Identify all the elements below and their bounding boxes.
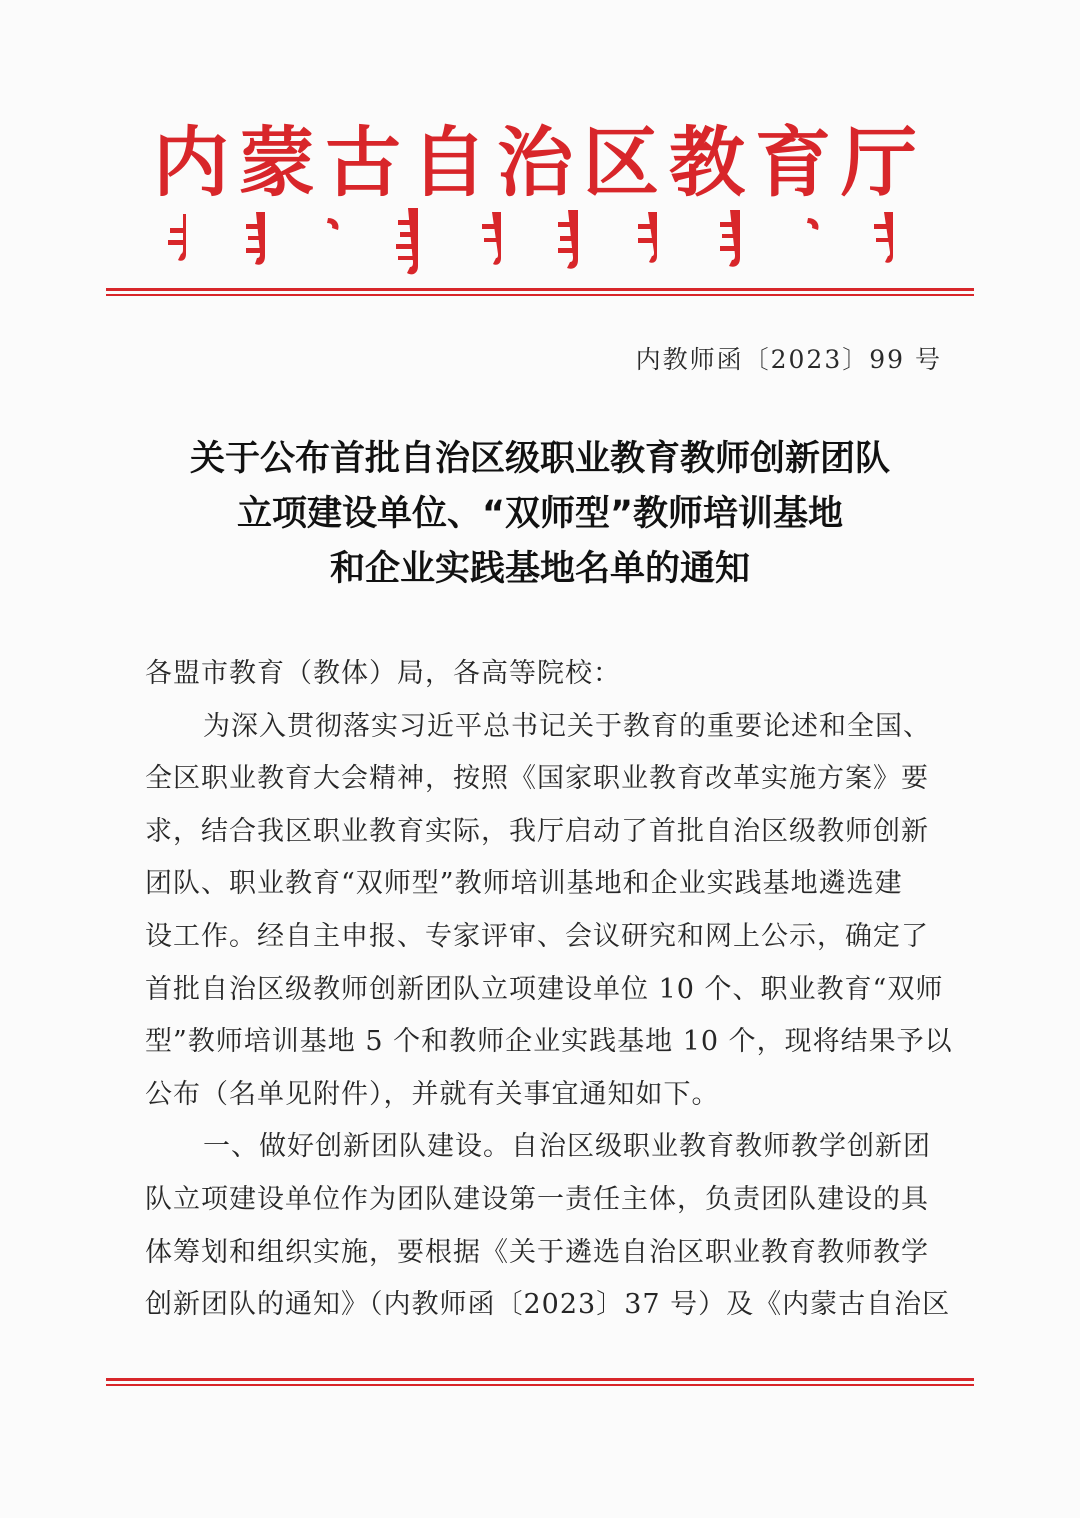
paragraph-line: 为深入贯彻落实习近平总书记关于教育的重要论述和全国、	[203, 710, 931, 742]
footer-divider-thick	[106, 1378, 974, 1381]
paragraph-line: 全区职业教育大会精神，按照《国家职业教育改革实施方案》要	[145, 763, 929, 795]
footer-divider-thin	[106, 1384, 974, 1386]
paragraph-line: 一、做好创新团队建设。自治区级职业教育教师教学创新团	[203, 1131, 931, 1163]
notice-title	[0, 432, 1080, 597]
salutation: 各盟市教育（教体）局，各高等院校：	[145, 658, 621, 689]
paragraph-line: 公布（名单见附件），并就有关事宜通知如下。	[145, 1078, 720, 1110]
document-number: 内教师函〔2023〕99 号	[635, 345, 942, 374]
mongolian-script-letterhead	[160, 200, 920, 280]
paragraph-line: 设工作。经自主申报、专家评审、会议研究和网上公示，确定了	[145, 920, 929, 952]
header-divider-thick	[106, 288, 974, 291]
notice-title-line: 和企业实践基地名单的通知	[329, 549, 750, 589]
paragraph-line: 创新团队的通知》（内教师函〔2023〕37 号）及《内蒙古自治区	[145, 1289, 951, 1321]
notice-title-line: 立项建设单位、“双师型”教师培训基地	[236, 494, 843, 534]
paragraph-line: 团队、职业教育“双师型”教师培训基地和企业实践基地遴选建	[145, 868, 903, 900]
paragraph-line: 首批自治区级教师创新团队立项建设单位 10 个、职业教育“双师	[145, 973, 944, 1005]
paragraph-line: 型”教师培训基地 5 个和教师企业实践基地 10 个，现将结果予以	[145, 1026, 953, 1058]
paragraph-line: 求，结合我区职业教育实际，我厅启动了首批自治区级教师创新	[145, 815, 929, 847]
paragraph-line: 体筹划和组织实施，要根据《关于遴选自治区职业教育教师教学	[145, 1236, 929, 1268]
notice-body	[145, 648, 955, 1332]
letterhead-org-name: 内蒙古自治区教育厅	[153, 118, 927, 207]
notice-title-line: 关于公布首批自治区级职业教育教师创新团队	[189, 439, 890, 479]
header-divider-thin	[106, 294, 974, 296]
paragraph-line: 队立项建设单位作为团队建设第一责任主体，负责团队建设的具	[145, 1183, 929, 1215]
